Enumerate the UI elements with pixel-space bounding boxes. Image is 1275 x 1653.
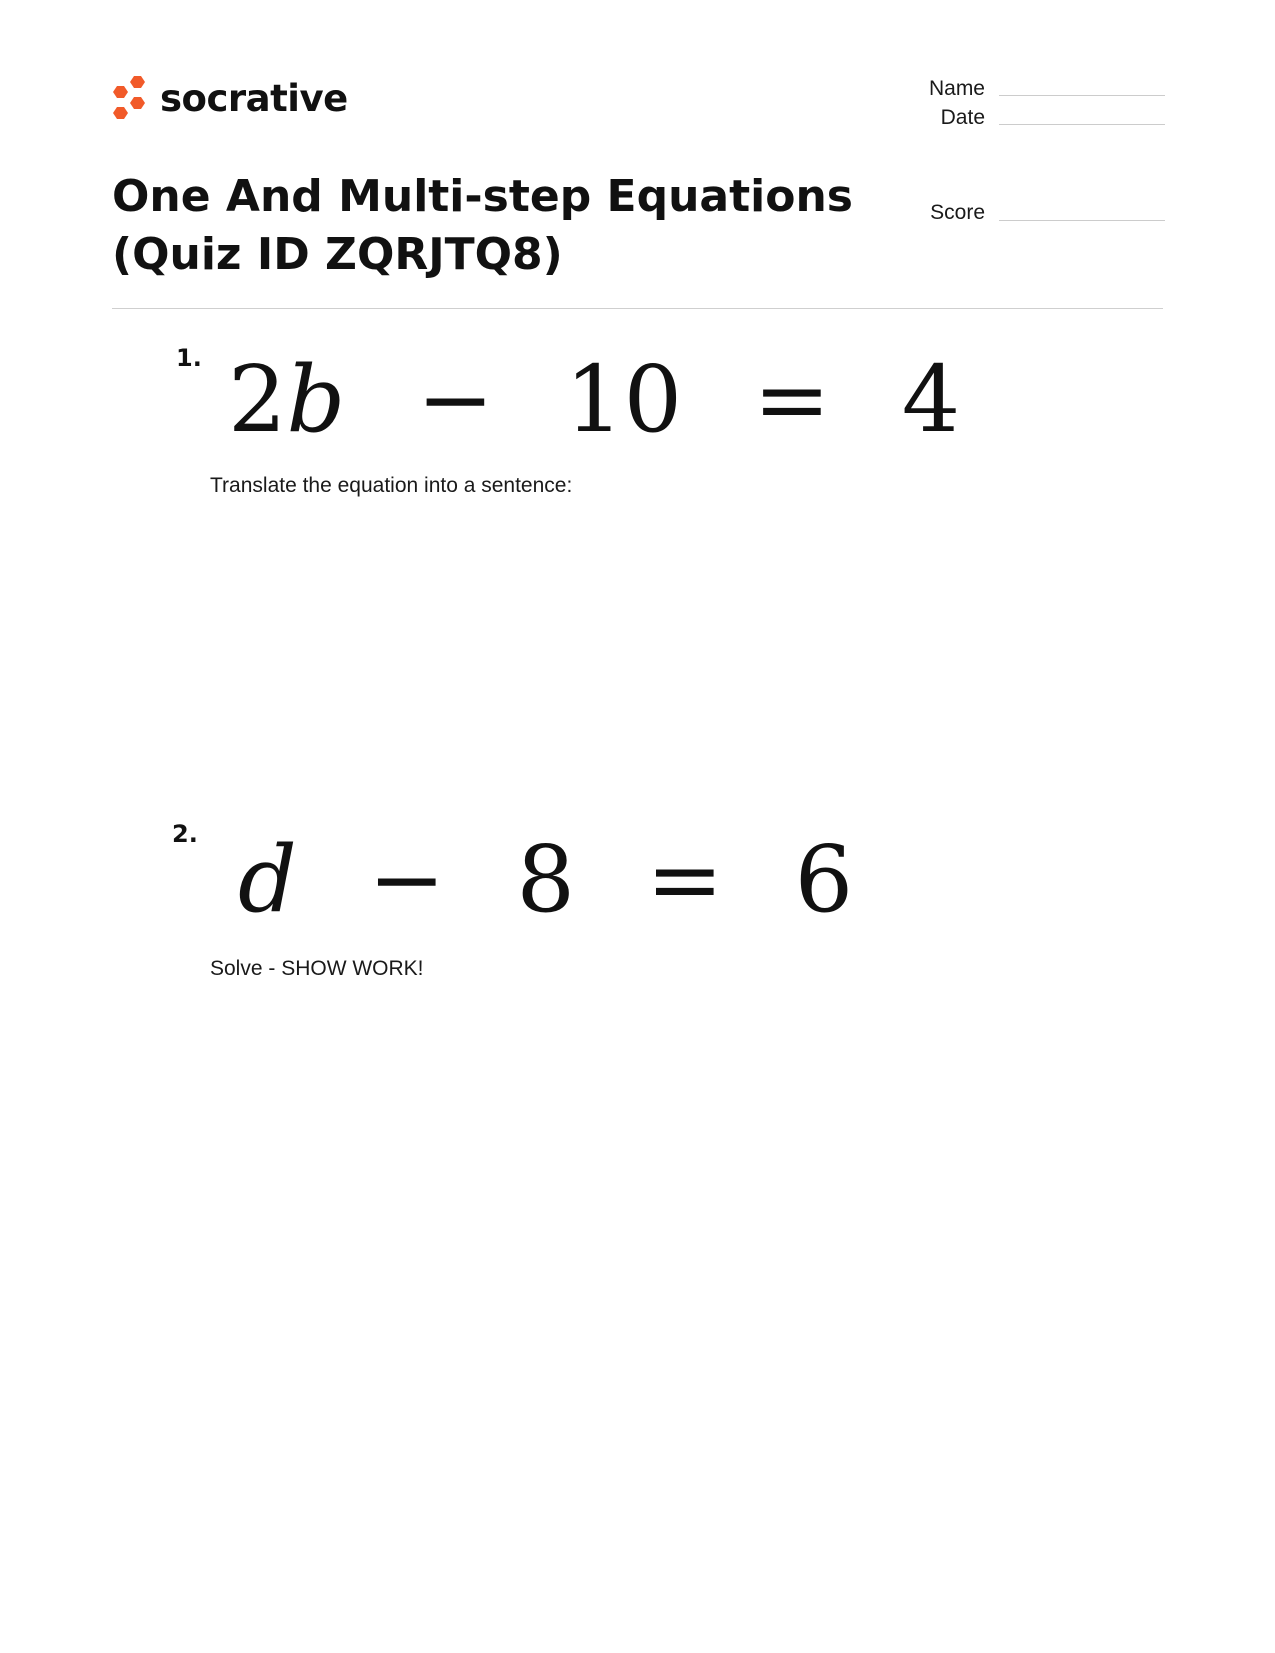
eq2-result: 6: [794, 826, 854, 933]
eq2-number: 8: [516, 826, 576, 933]
quiz-title-line2: (Quiz ID ZQRJTQ8): [112, 229, 563, 280]
question-2-equation: [238, 826, 854, 933]
eq1-operator: −: [416, 346, 494, 453]
eq1-variable: b: [286, 346, 346, 453]
date-field-row: [929, 105, 1165, 130]
eq1-coefficient: 2: [228, 346, 287, 453]
student-fields: [929, 76, 1165, 226]
question-2-prompt: Solve - SHOW WORK!: [210, 957, 424, 980]
eq1-result: 4: [901, 346, 961, 453]
eq2-operator: −: [368, 826, 446, 933]
name-field-row: [929, 76, 1165, 101]
socrative-hexagon-cluster-icon: [112, 73, 150, 123]
eq2-equals: =: [646, 826, 724, 933]
eq2-variable: d: [238, 826, 297, 933]
header-divider: [112, 308, 1163, 309]
eq1-equals: =: [753, 346, 831, 453]
brand-name: socrative: [160, 76, 348, 120]
socrative-logo: [112, 72, 348, 124]
question-1-prompt: Translate the equation into a sentence:: [210, 474, 573, 497]
question-2-number: 2.: [172, 820, 198, 848]
name-label: Name: [928, 77, 985, 100]
eq1-number: 10: [565, 346, 683, 453]
score-field-row: [929, 200, 1165, 225]
quiz-title-line1: One And Multi-step Equations: [112, 171, 853, 222]
date-field-line[interactable]: [999, 124, 1165, 125]
question-1-equation: [228, 346, 961, 453]
name-field-line[interactable]: [999, 95, 1165, 96]
score-label: Score: [930, 201, 985, 225]
score-field-line[interactable]: [999, 220, 1165, 221]
date-label: Date: [940, 106, 985, 130]
quiz-title: [112, 168, 872, 284]
question-1-number: 1.: [176, 344, 202, 372]
